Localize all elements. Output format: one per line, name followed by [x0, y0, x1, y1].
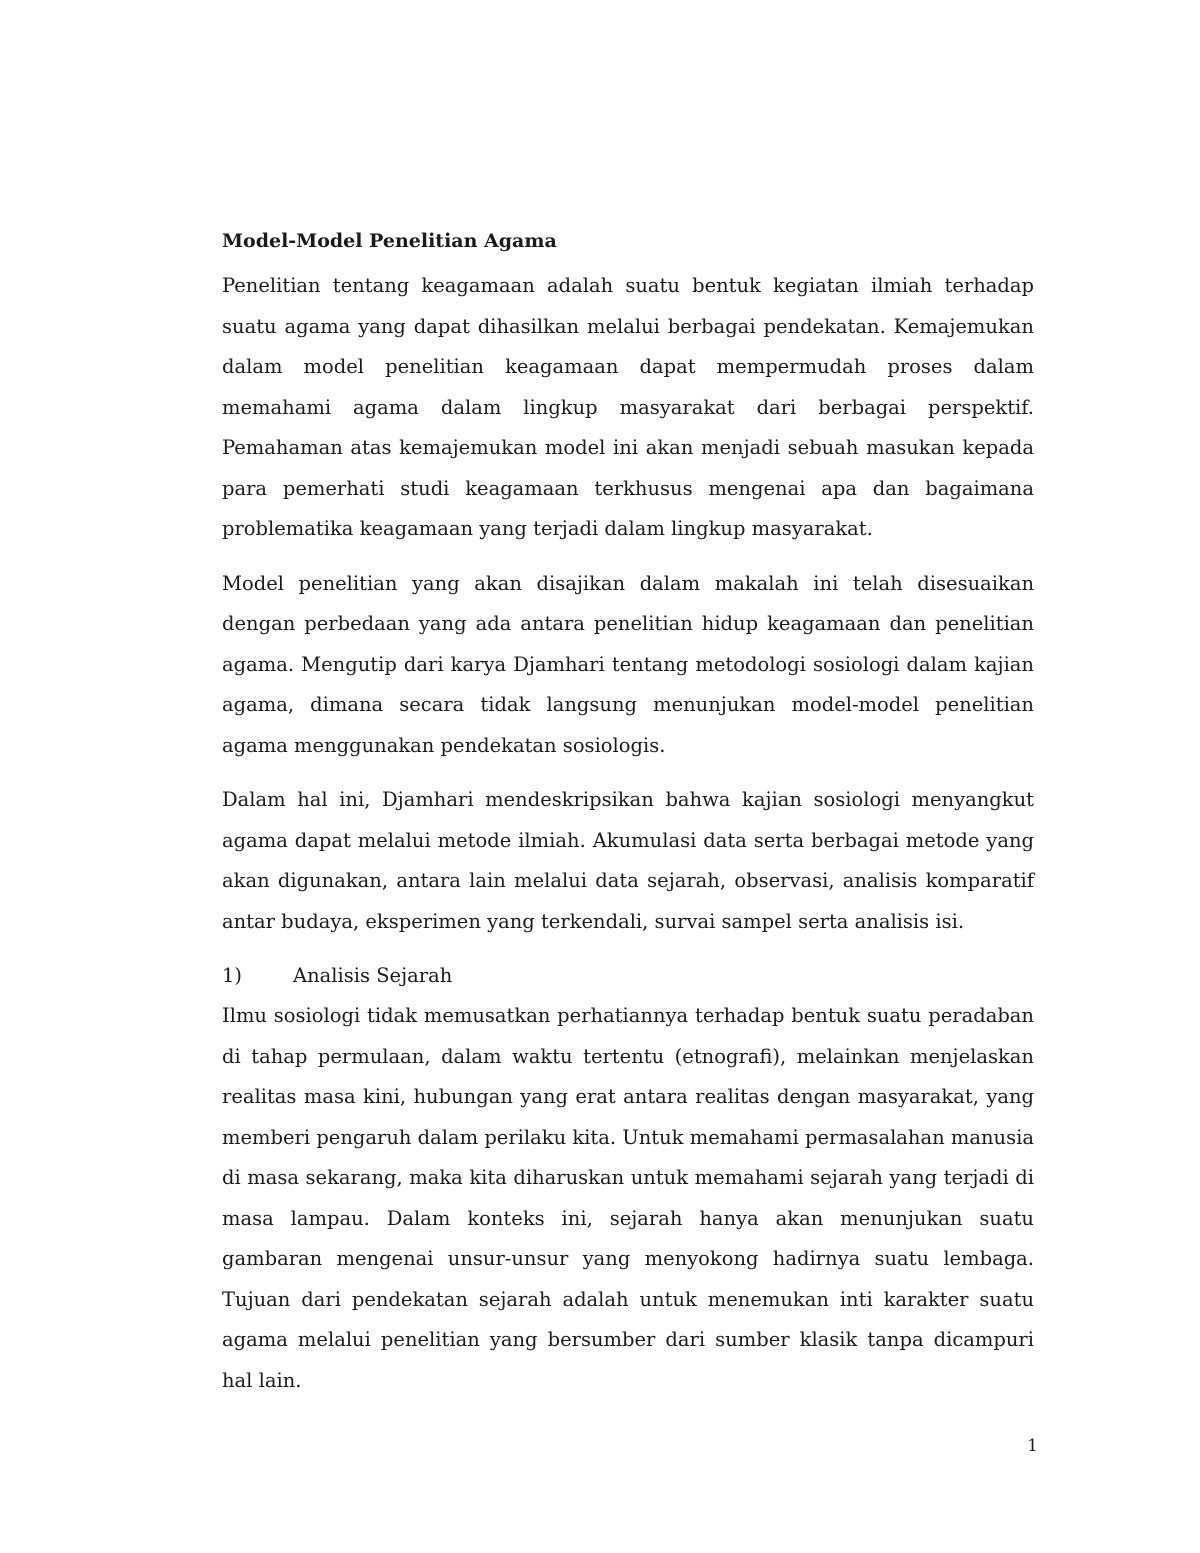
document-title: Model-Model Penelitian Agama	[222, 230, 557, 252]
document-body	[222, 226, 1034, 1401]
paragraph-intro: Penelitian tentang keagamaan adalah suatu bentuk kegiatan ilmiah terhadap suatu agama yang dapat dihasilkan melalui berbagai pendekatan. Kemajemukan dalam model penelitian keagamaan dapat mempermudah proses dalam memahami agama dalam lingkup masyarakat dari berbagai perspektif. Pemahaman atas kemajemukan model ini akan menjadi sebuah masukan kepada para pemerhati studi keagamaan terkhusus mengenai apa dan bagaimana problematika keagamaan yang terjadi dalam lingkup masyarakat.	[222, 274, 1034, 540]
paragraph-analisis-sejarah: Ilmu sosiologi tidak memusatkan perhatiannya terhadap bentuk suatu peradaban di tahap permulaan, dalam waktu tertentu (etnografi), melainkan menjelaskan realitas masa kini, hubungan yang erat antara realitas dengan masyarakat, yang memberi pengaruh dalam perilaku kita. Untuk memahami permasalahan manusia di masa sekarang, maka kita diharuskan untuk memahami sejarah yang terjadi di masa lampau. Dalam konteks ini, sejarah hanya akan menunjukan suatu gambaran mengenai unsur-unsur yang menyokong hadirnya suatu lembaga. Tujuan dari pendekatan sejarah adalah untuk menemukan inti karakter suatu agama melalui penelitian yang bersumber dari sumber klasik tanpa dicampuri hal lain.	[222, 1004, 1034, 1392]
paragraph-model: Model penelitian yang akan disajikan dalam makalah ini telah disesuaikan dengan perbedaan yang ada antara penelitian hidup keagamaan dan penelitian agama. Mengutip dari karya Djamhari tentang metodologi sosiologi dalam kajian agama, dimana secara tidak langsung menunjukan model-model penelitian agama menggunakan pendekatan sosiologis.	[222, 571, 1034, 757]
section-number: 1)	[222, 964, 243, 987]
section-heading	[222, 956, 1034, 996]
page-number: 1	[1027, 1436, 1038, 1456]
section-heading-text: Analisis Sejarah	[293, 964, 453, 987]
paragraph-djamhari: Dalam hal ini, Djamhari mendeskripsikan bahwa kajian sosiologi menyangkut agama dapat melalui metode ilmiah. Akumulasi data serta berbagai metode yang akan digunakan, antara lain melalui data sejarah, observasi, analisis komparatif antar budaya, eksperimen yang terkendali, survai sampel serta analisis isi.	[222, 788, 1034, 933]
